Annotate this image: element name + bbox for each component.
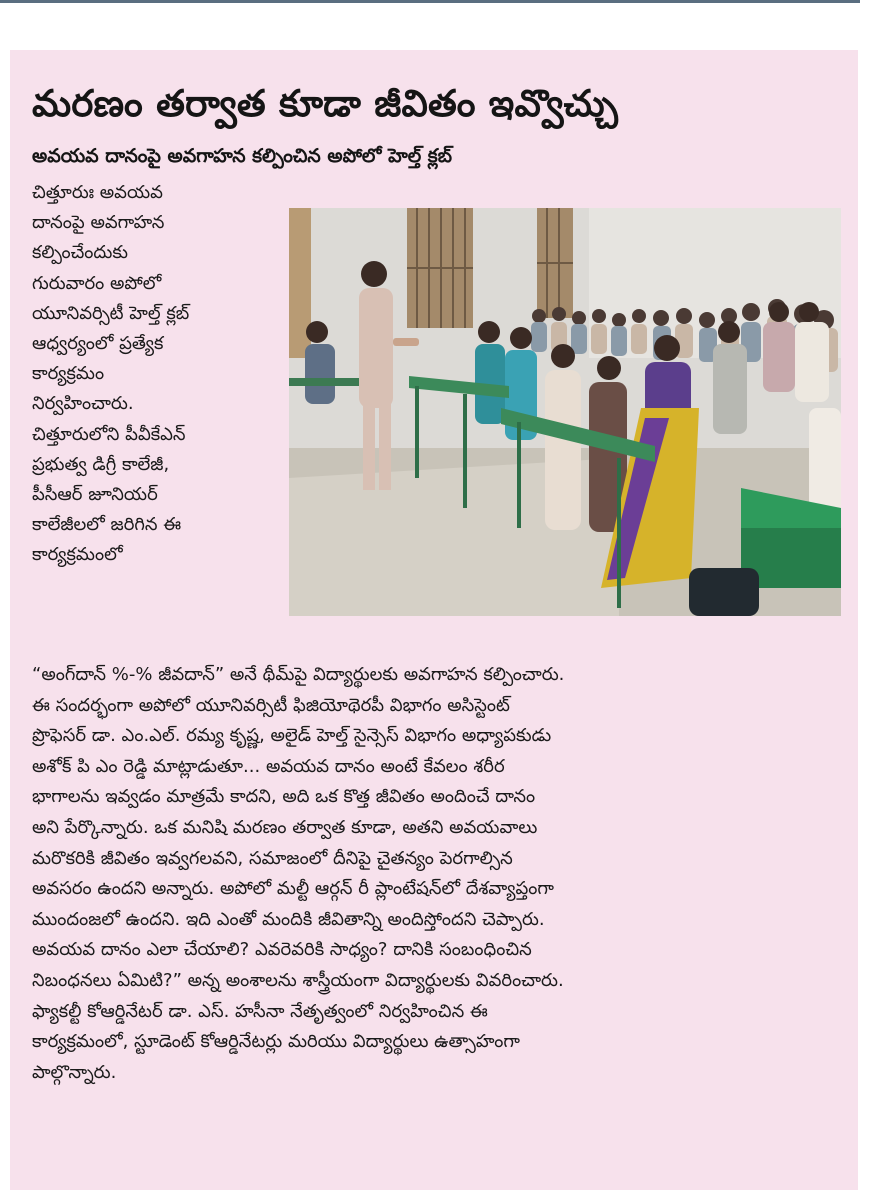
body-line: అవయవ దానం ఎలా చేయాలి? ఎవరెవరికి సాధ్యం? దానికి సంబంధించిన [32,939,532,961]
classroom-photo [289,208,841,616]
body-line: అవసరం ఉందని అన్నారు. అపోలో మల్టీ ఆర్గన్ రీ ప్లాంటేషన్‌లో దేశవ్యాప్తంగా [32,878,554,900]
body-line: పాల్గొన్నారు. [32,1061,117,1083]
column-line: చిత్తూరుః అవయవ [32,182,163,203]
body-line: అశోక్ పి ఎం రెడ్డి మాట్లాడుతూ... అవయవ దానం అంటే కేవలం శరీర [32,755,505,777]
column-line: కార్యక్రమం [32,363,105,385]
narrow-column-text [32,178,290,570]
body-line: ప్రొఫెసర్ డా. ఎం.ఎల్. రమ్య కృష్ణ, అలైడ్ హెల్త్ సైన్సెస్ విభాగం అధ్యాపకుడు [32,725,552,747]
body-line: ఈ సందర్భంగా అపోలో యూనివర్సిటీ ఫిజియోథెరపీ విభాగం అసిస్టెంట్ [32,694,510,716]
classroom-photo-illustration [289,208,841,616]
column-line: చిత్తూరులోని పీవీకేఎన్ [32,423,186,445]
column-line: కాలేజీలలో జరిగిన ఈ [32,514,182,536]
body-line: కార్యక్రమంలో, స్టూడెంట్ కోఆర్డినేటర్లు మరియు విద్యార్థులు ఉత్సాహంగా [32,1031,520,1053]
column-line: నిర్వహించారు. [32,393,134,415]
body-line: మరొకరికి జీవితం ఇవ్వగలవని, సమాజంలో దీనిపై చైతన్యం పెరగాల్సిన [32,847,513,869]
body-line: ముందంజలో ఉందని. ఇది ఎంతో మందికి జీవితాన్ని అందిస్తోందని చెప్పారు. [32,908,545,930]
body-line: భాగాలను ఇవ్వడం మాత్రమే కాదని, అది ఒక కొత్త జీవితం అందించే దానం [32,786,536,808]
body-line: అని పేర్కొన్నారు. ఒక మనిషి మరణం తర్వాత కూడా, అతని అవయవాలు [32,816,538,838]
column-line: కార్యక్రమంలో [32,544,123,566]
subheadline: అవయవ దానంపై అవగాహన కల్పించిన అపోలో హెల్త్ క్లబ్ [32,145,452,167]
column-line: కల్పించేందుకు [32,242,128,264]
column-line: యూనివర్సిటీ హెల్త్ క్లబ్ [32,302,190,324]
column-line: దానంపై అవగాహన [32,212,165,234]
body-line: నిబంధనలు ఏమిటి?” అన్న అంశాలను శాస్త్రీయంగా విద్యార్థులకు వివరించారు. [32,969,564,991]
column-line: గురువారం అపోలో [32,272,162,294]
top-rule [0,0,860,3]
column-line: ప్రభుత్వ డిగ్రీ కాలేజీ, [32,453,170,475]
body-line: ఫ్యాకల్టీ కోఆర్డినేటర్ డా. ఎస్. హసీనా నేతృత్వంలో నిర్వహించిన ఈ [32,1000,488,1022]
column-line: పీసీఆర్ జూనియర్ [32,483,158,505]
body-line: “అంగ్‌దాన్ %-% జీవదాన్” అనే థీమ్‌పై విద్యార్థులకు అవగాహన కల్పించారు. [32,664,565,685]
column-line: ఆధ్వర్యంలో ప్రత్యేక [32,332,164,354]
headline: మరణం తర్వాత కూడా జీవితం ఇవ్వొచ్చు [32,82,619,125]
full-width-text [32,660,852,1088]
